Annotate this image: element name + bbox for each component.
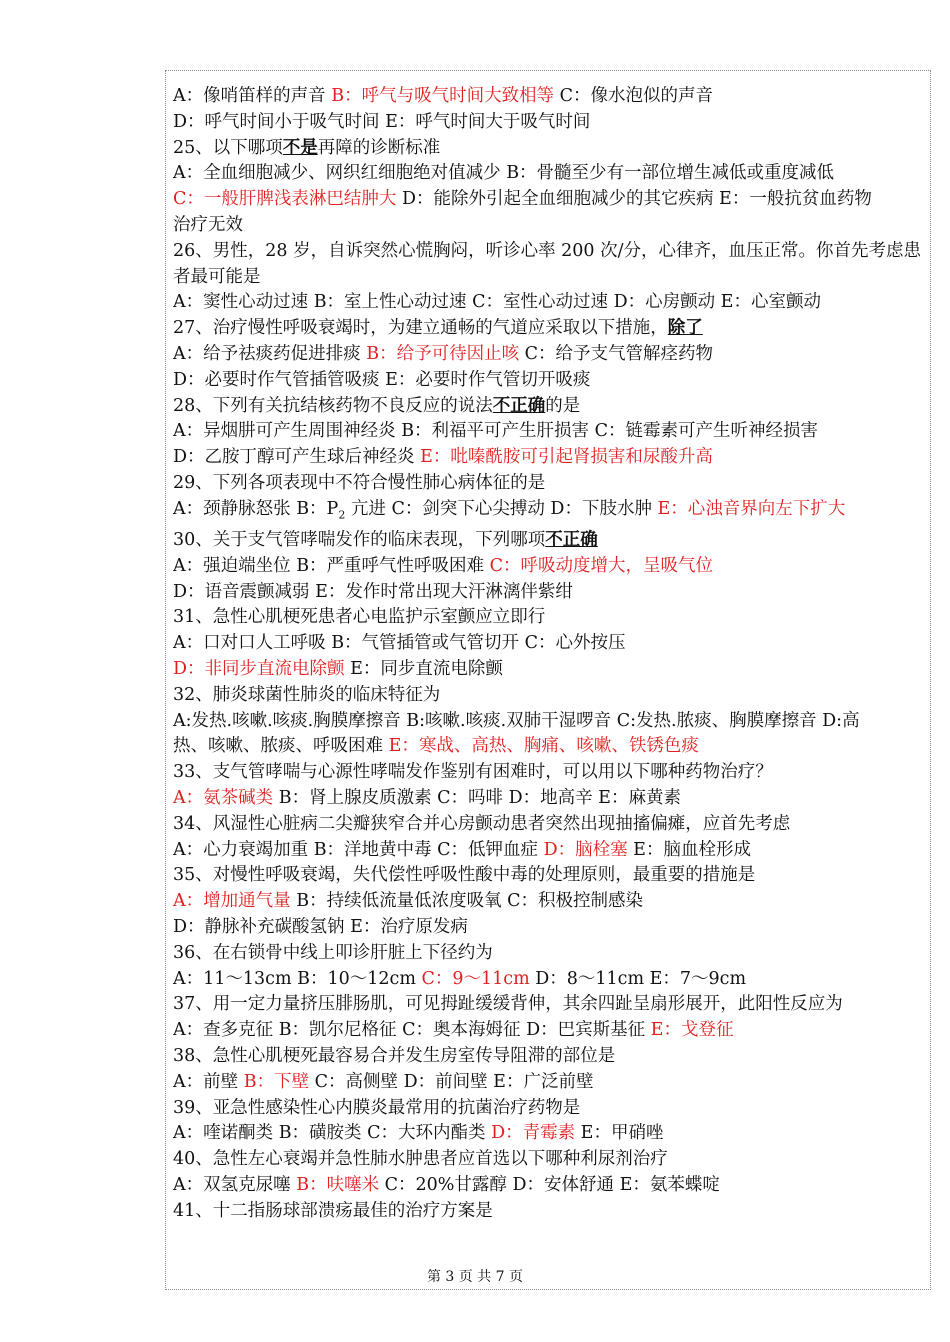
text-segment: 39、亚急性感染性心内膜炎最常用的抗菌治疗药物是 [173, 1097, 581, 1118]
answer-highlight: D：非同步直流电除颤 [173, 659, 345, 680]
text-segment: E：脑血栓形成 [627, 839, 751, 860]
answer-highlight: B：下壁 [243, 1071, 310, 1092]
text-line [173, 471, 929, 497]
text-line [173, 136, 929, 162]
text-segment: C：给予支气管解痉药物 [519, 343, 714, 364]
text-line [173, 265, 929, 291]
text-line [173, 161, 929, 187]
text-line [173, 1070, 929, 1096]
emphasis-text: 不正确 [545, 530, 598, 551]
answer-highlight: D：脑栓塞 [543, 839, 628, 860]
answer-highlight: E：寒战、高热、胸痛、咳嗽、铁锈色痰 [388, 736, 699, 757]
text-line [173, 316, 929, 342]
text-segment: A：给予祛痰药促进排痰 [173, 343, 367, 364]
text-line [173, 342, 929, 368]
text-segment: 再障的诊断标准 [317, 137, 441, 158]
text-segment: B：持续低流量低浓度吸氧 C：积极控制感染 [290, 891, 644, 912]
answer-highlight: B：呼气与吸气时间大致相等 [331, 86, 555, 106]
text-segment: 33、支气管哮喘与心源性哮喘发作鉴别有困难时，可以用以下哪种药物治疗？ [173, 762, 773, 783]
text-segment: 35、对慢性呼吸衰竭，失代偿性呼吸性酸中毒的处理原则，最重要的措施是 [173, 865, 756, 886]
text-line [173, 915, 929, 941]
text-line [173, 394, 929, 420]
text-line [173, 213, 929, 239]
text-segment: 27、治疗慢性呼吸衰竭时，为建立通畅的气道应采取以下措施， [173, 318, 668, 339]
text-line [173, 992, 929, 1018]
text-line [173, 368, 929, 394]
text-segment: 26、男性，28 岁，自诉突然心慌胸闷，听诊心率 200 次/分，心律齐，血压正常。你首先考虑患 [173, 240, 922, 261]
text-segment: 38、急性心肌梗死最容易合并发生房室传导阻滞的部位是 [173, 1045, 616, 1066]
answer-highlight: C：呼吸动度增大，呈吸气位 [489, 555, 714, 576]
text-line [173, 419, 929, 445]
answer-highlight: C：一般肝脾浅表淋巴结肿大 [173, 189, 397, 210]
text-segment: A：喹诺酮类 B：磺胺类 C：大环内酯类 [173, 1123, 492, 1144]
text-segment: 31、急性心肌梗死患者心电监护示室颤应立即行 [173, 607, 546, 628]
text-line [173, 683, 929, 709]
text-line [173, 709, 929, 735]
text-segment: 亢进 C：剑突下心尖搏动 D：下肢水肿 [345, 498, 658, 519]
text-line [173, 84, 929, 110]
answer-highlight: D：青霉素 [491, 1123, 576, 1144]
text-line [173, 497, 929, 528]
text-segment: 28、下列有关抗结核药物不良反应的说法 [173, 395, 493, 416]
text-segment: D：乙胺丁醇可产生球后神经炎 [173, 447, 421, 468]
text-line [173, 734, 929, 760]
text-line [173, 863, 929, 889]
emphasis-text: 不正确 [492, 395, 546, 416]
text-segment: A：异烟肼可产生周围神经炎 B：利福平可产生肝损害 C：链霉素可产生听神经损害 [173, 421, 819, 442]
text-segment: D：语音震颤减弱 E：发作时常出现大汗淋漓伴紫绀 [173, 581, 573, 602]
text-segment: 2 [338, 508, 346, 522]
text-segment: C：像水泡似的声音 [554, 86, 714, 106]
document-body [173, 84, 929, 1225]
text-line [173, 1173, 929, 1199]
text-segment: A：双氢克尿噻 [173, 1174, 297, 1195]
text-line [173, 941, 929, 967]
text-line [173, 786, 929, 812]
text-segment: 41、十二指肠球部溃疡最佳的治疗方案是 [173, 1200, 493, 1221]
answer-highlight: B：给予可待因止咳 [366, 343, 520, 364]
text-line [173, 1121, 929, 1147]
text-segment: A：像哨笛样的声音 [173, 86, 332, 106]
answer-highlight: A：氨茶碱类 [173, 788, 274, 809]
text-segment: A：11～13cm B：10～12cm [173, 968, 422, 989]
text-segment: D：能除外引起全血细胞减少的其它疾病 E：一般抗贫血药物 [396, 189, 872, 210]
text-line [173, 838, 929, 864]
text-segment: 34、风湿性心脏病二尖瓣狭窄合并心房颤动患者突然出现抽搐偏瘫，应首先考虑 [173, 813, 791, 834]
text-line [173, 580, 929, 606]
text-segment: A：查多克征 B：凯尔尼格征 C：奥本海姆征 D：巴宾斯基征 [173, 1020, 651, 1041]
text-segment: C：20%甘露醇 D：安体舒通 E：氨苯蝶啶 [379, 1174, 720, 1195]
text-segment: A：窦性心动过速 B：室上性心动过速 C：室性心动过速 D：心房颤动 E：心室颤动 [173, 292, 821, 313]
text-segment: 治疗无效 [173, 214, 243, 235]
text-segment: E：甲硝唑 [575, 1123, 664, 1144]
text-line [173, 445, 929, 471]
text-segment: A：全血细胞减少、网织红细胞绝对值减少 B：骨髓至少有一部位增生减低或重度减低 [173, 163, 835, 184]
text-line [173, 631, 929, 657]
text-segment: 热、咳嗽、脓痰、呼吸困难 [173, 736, 389, 757]
text-segment: A:发热.咳嗽.咳痰.胸膜摩擦音 B:咳嗽.咳痰.双肺干湿啰音 C:发热.脓痰、胸膜摩擦音 D:高 [173, 710, 860, 731]
answer-highlight: E：心浊音界向左下扩大 [657, 498, 846, 519]
text-line [173, 1199, 929, 1225]
answer-highlight: C：9～11cm [421, 968, 530, 989]
text-line [173, 1147, 929, 1173]
text-segment: D：必要时作气管插管吸痰 E：必要时作气管切开吸痰 [173, 369, 591, 390]
text-line [173, 657, 929, 683]
text-line [173, 1044, 929, 1070]
text-line [173, 239, 929, 265]
text-line [173, 528, 929, 554]
text-line [173, 605, 929, 631]
text-line [173, 290, 929, 316]
text-segment: 者最可能是 [173, 266, 261, 287]
text-segment: 40、急性左心衰竭并急性肺水肿患者应首选以下哪种利尿剂治疗 [173, 1149, 668, 1170]
text-segment: 36、在右锁骨中线上叩诊肝脏上下径约为 [173, 942, 493, 963]
answer-highlight: E：吡嗪酰胺可引起肾损害和尿酸升高 [420, 447, 713, 468]
text-segment: 30、关于支气管哮喘发作的临床表现，下列哪项 [173, 530, 546, 551]
text-segment: 的是 [545, 395, 581, 416]
text-segment: A：颈静脉怒张 B：P [173, 498, 339, 519]
text-line [173, 812, 929, 838]
text-segment: D：呼气时间小于吸气时间 E：呼气时间大于吸气时间 [173, 111, 591, 132]
answer-highlight: E：戈登征 [650, 1020, 734, 1041]
text-segment: C：高侧壁 D：前间壁 E：广泛前壁 [309, 1071, 594, 1092]
text-segment: 37、用一定力量挤压腓肠肌，可见拇趾缓缓背伸，其余四趾呈扇形展开，此阳性反应为 [173, 994, 843, 1015]
text-segment: 25、以下哪项 [173, 137, 283, 158]
text-segment: 29、下列各项表现中不符合慢性肺心病体征的是 [173, 472, 546, 493]
text-segment: B：肾上腺皮质激素 C：吗啡 D：地高辛 E：麻黄素 [273, 788, 681, 809]
page-footer: 第 3 页 共 7 页 [426, 1269, 524, 1285]
text-segment: A：前壁 [173, 1071, 244, 1092]
text-line [173, 967, 929, 993]
text-line [173, 760, 929, 786]
text-line [173, 110, 929, 136]
text-line [173, 889, 929, 915]
text-line [173, 1096, 929, 1122]
text-line [173, 1018, 929, 1044]
emphasis-text: 除了 [667, 318, 703, 339]
text-segment: D：8～11cm E：7～9cm [529, 968, 747, 989]
text-line [173, 187, 929, 213]
emphasis-text: 不是 [282, 137, 318, 158]
text-segment: D：静脉补充碳酸氢钠 E：治疗原发病 [173, 917, 468, 937]
text-line [173, 554, 929, 580]
text-segment: A：心力衰竭加重 B：洋地黄中毒 C：低钾血症 [173, 839, 544, 860]
text-segment: 32、肺炎球菌性肺炎的临床特征为 [173, 684, 441, 705]
answer-highlight: A：增加通气量 [173, 891, 291, 912]
answer-highlight: B：呋噻米 [296, 1174, 380, 1195]
text-segment: A：口对口人工呼吸 B：气管插管或气管切开 C：心外按压 [173, 633, 626, 654]
text-segment: E：同步直流电除颤 [344, 659, 503, 680]
text-segment: A：强迫端坐位 B：严重呼气性呼吸困难 [173, 555, 490, 576]
